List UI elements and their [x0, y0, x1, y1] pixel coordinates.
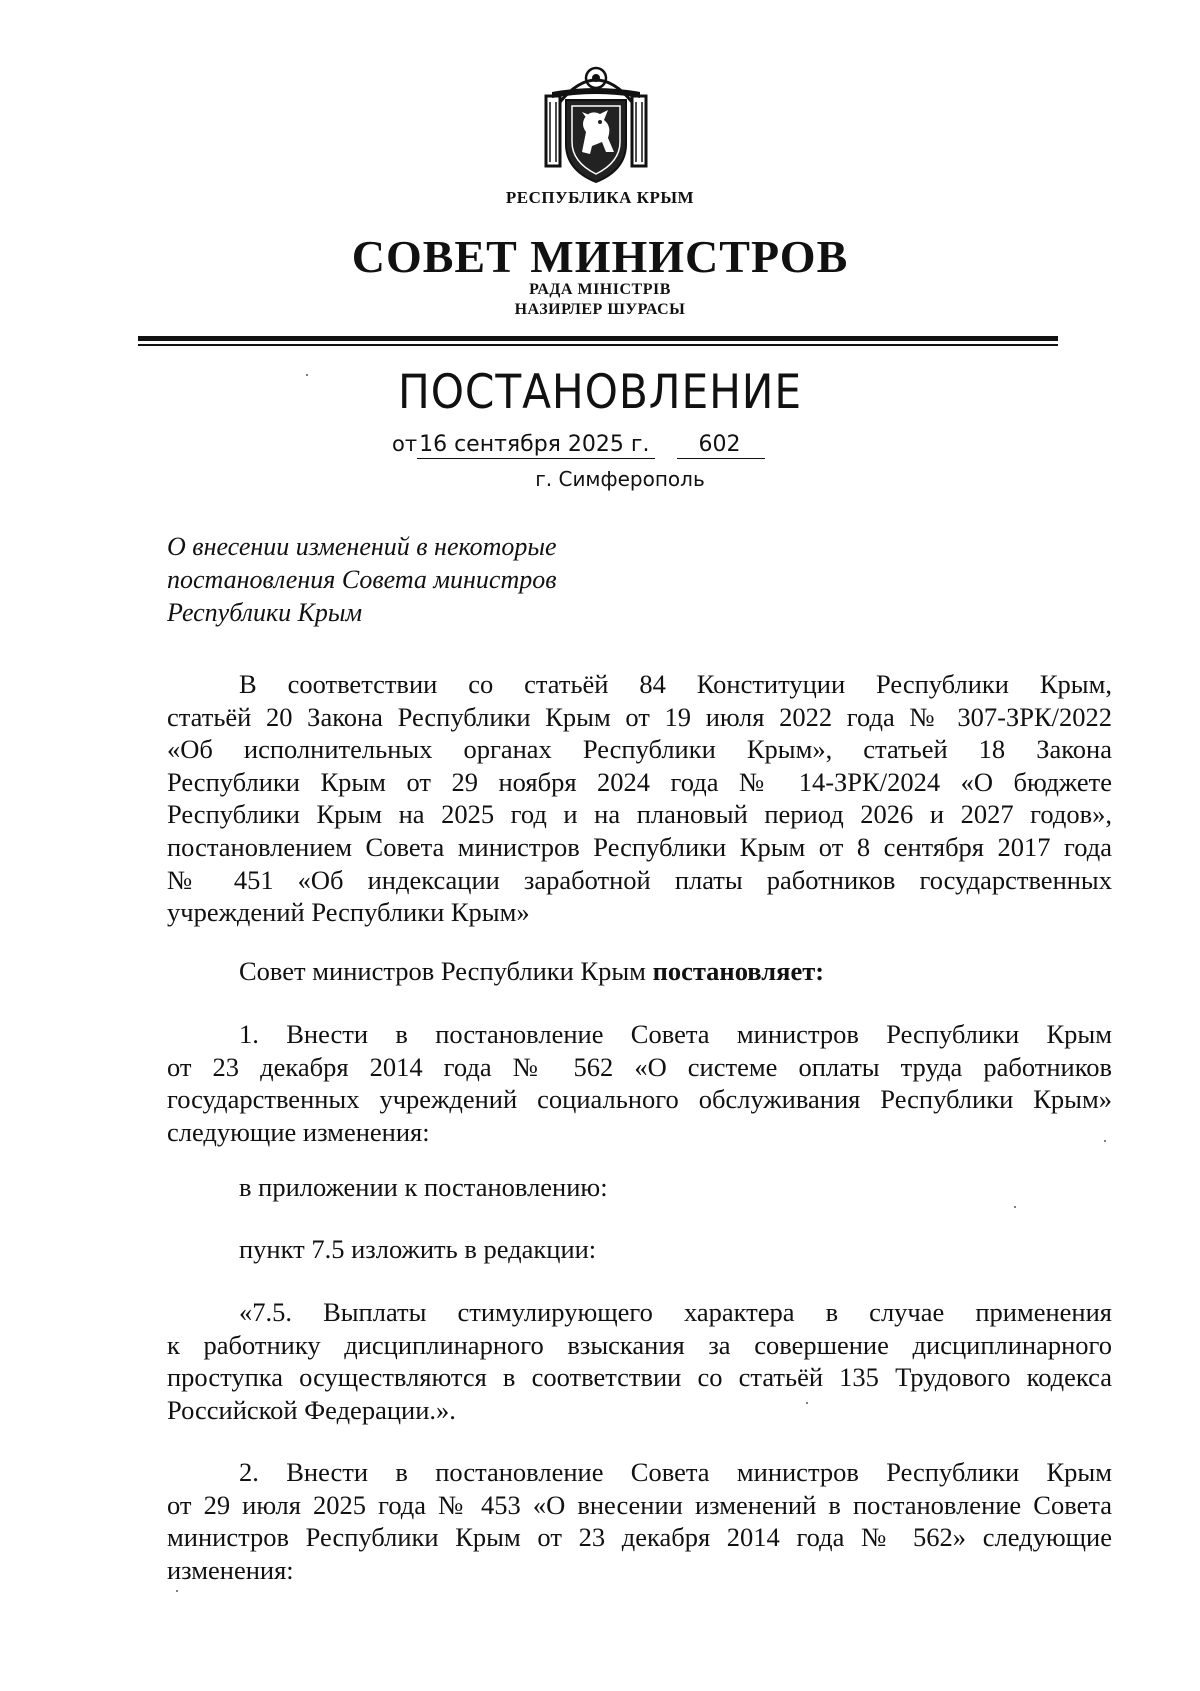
text-line: Российской Федерации.».	[167, 1394, 456, 1425]
item-1-clause-line: пункт 7.5 изложить в редакции:	[239, 1234, 597, 1264]
text-line: постановлением Совета министров Республики Крым от 8 сентября 2017 года	[167, 831, 1112, 862]
document-type: ПОСТАНОВЛЕНИЕ	[398, 365, 802, 420]
text-line: следующие изменения:	[167, 1116, 430, 1147]
resolves-verb: постановляет:	[652, 956, 825, 986]
text-line: от 29 июля 2025 года № 453 «О внесении изменений в постановление Совета	[167, 1489, 1112, 1520]
preamble-paragraph	[167, 668, 1112, 929]
text-line: министров Республики Крым от 23 декабря 2014 года № 562» следующие	[167, 1522, 1112, 1553]
council-name-crh: НАЗИРЛЕР ШУРАСЫ	[514, 301, 686, 318]
resolves-line	[239, 956, 824, 987]
text-line: проступка осуществляются в соответствии со статьёй 135 Трудового кодекса	[167, 1362, 1112, 1393]
item-2-paragraph	[167, 1456, 1112, 1586]
council-name: СОВЕТ МИНИСТРОВ	[351, 231, 849, 282]
crimea-coat-of-arms-icon	[542, 62, 650, 186]
scan-speck	[1014, 1206, 1016, 1208]
item-1-quoted-text	[167, 1296, 1112, 1426]
date-number-line	[392, 432, 765, 459]
text-line: от 23 декабря 2014 года № 562 «О системе оплаты труда работников	[167, 1051, 1112, 1082]
text-line: учреждений Республики Крым»	[167, 897, 530, 928]
scan-speck	[1104, 1140, 1106, 1142]
text-line: статьёй 20 Закона Республики Крым от 19 июля 2022 года № 307-ЗРК/2022	[167, 701, 1112, 732]
text-line: 2. Внести в постановление Совета министров Республики Крым	[239, 1457, 1112, 1487]
item-1-annex-line: в приложении к постановлению:	[239, 1172, 608, 1202]
document-number: 602	[677, 432, 765, 459]
scan-speck	[806, 1402, 808, 1404]
text-line: Республики Крым от 29 ноября 2024 года № 14-ЗРК/2024 «О бюджете	[167, 766, 1112, 797]
resolves-lead: Совет министров Республики Крым	[239, 956, 653, 986]
subject-line: постановления Совета министров	[167, 565, 557, 594]
subject-line: О внесении изменений в некоторые	[167, 532, 557, 561]
text-line: к работнику дисциплинарного взыскания за совершение дисциплинарного	[167, 1329, 1112, 1360]
text-line: изменения:	[167, 1554, 294, 1585]
text-line: Республики Крым на 2025 год и на плановый период 2026 и 2027 годов»,	[167, 799, 1112, 830]
date-prefix: от	[392, 432, 418, 456]
document-date: 16 сентября 2025 г.	[417, 432, 655, 459]
scan-speck	[306, 374, 308, 376]
header-rule-thick	[138, 336, 1058, 341]
text-line: «7.5. Выплаты стимулирующего характера в случае применения	[239, 1297, 1112, 1327]
item-1-paragraph	[167, 1018, 1112, 1148]
text-line: В соответствии со статьёй 84 Конституции Республики Крым,	[239, 669, 1112, 699]
text-line: 1. Внести в постановление Совета министров Республики Крым	[239, 1019, 1112, 1049]
header-rule-thin	[138, 344, 1058, 346]
text-line: государственных учреждений социального обслуживания Республики Крым»	[167, 1084, 1112, 1115]
republic-name: РЕСПУБЛИКА КРЫМ	[505, 188, 695, 207]
text-line: № 451 «Об индексации заработной платы работников государственных	[167, 864, 1112, 895]
council-name-ua: РАДА МІНІСТРІВ	[529, 281, 671, 298]
text-line: «Об исполнительных органах Республики Крым», статьей 18 Закона	[167, 734, 1112, 765]
document-city: г. Симферополь	[535, 467, 705, 491]
subject-line: Республики Крым	[167, 598, 363, 627]
document-subject	[167, 530, 557, 629]
scan-speck	[176, 1590, 178, 1592]
